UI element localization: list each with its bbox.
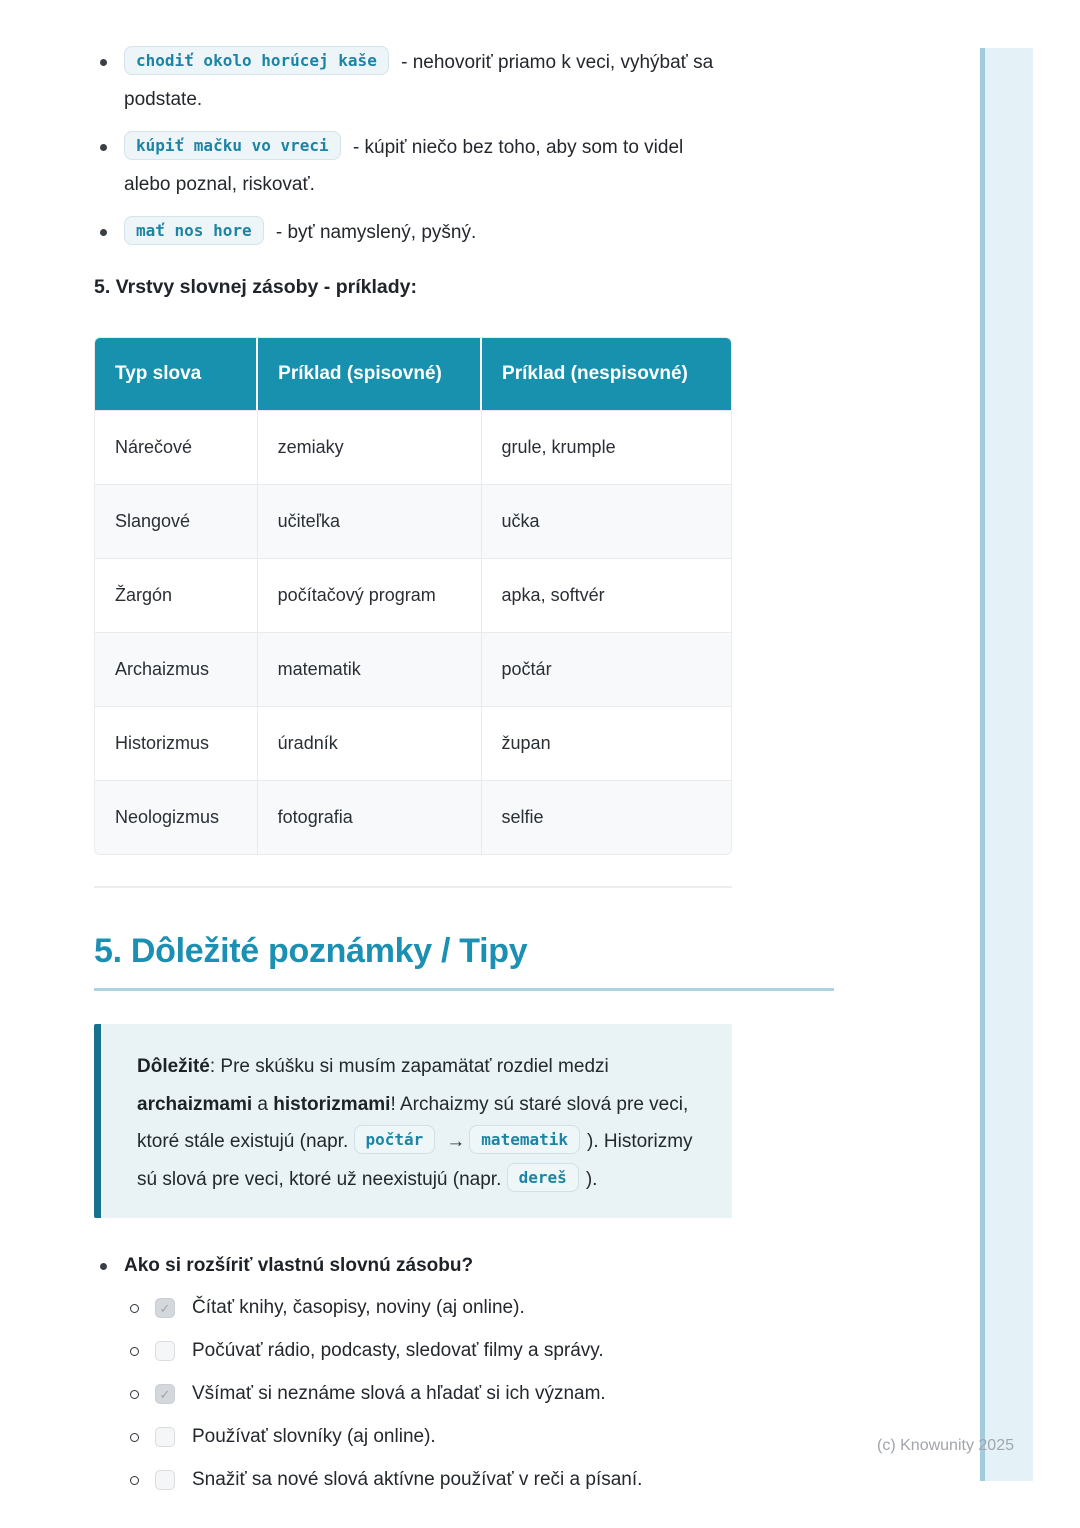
checklist-item <box>130 1468 732 1492</box>
column-header: Typ slova <box>95 338 257 411</box>
section-divider <box>94 886 732 888</box>
callout-bold: archaizmami <box>137 1093 253 1115</box>
table-header-row <box>95 338 731 411</box>
tips-checklist <box>94 1296 732 1492</box>
callout-text <box>137 1048 704 1198</box>
table-cell: Nárečové <box>95 411 257 485</box>
checklist-item <box>130 1425 732 1449</box>
circle-bullet-icon <box>130 1390 139 1399</box>
table-row <box>95 707 731 781</box>
vocab-layers-table <box>94 337 732 855</box>
table-cell: Historizmus <box>95 707 257 781</box>
checklist-label: Všímať si neznáme slová a hľadať si ich význam. <box>192 1383 606 1404</box>
important-callout <box>94 1024 732 1218</box>
table-cell: učka <box>481 485 731 559</box>
table-row <box>95 559 731 633</box>
term-code-chip: dereš <box>507 1163 579 1192</box>
callout-bold: historizmami <box>273 1093 391 1115</box>
checklist-label: Počúvať rádio, podcasty, sledovať filmy a správy. <box>192 1340 604 1361</box>
column-header: Príklad (nespisovné) <box>481 338 731 411</box>
subsection-heading: 5. Vrstvy slovnej zásoby - príklady: <box>94 276 417 298</box>
list-item <box>94 129 732 203</box>
checklist-label: Používať slovníky (aj online). <box>192 1426 436 1447</box>
bullet-icon <box>100 1263 107 1270</box>
term-code-chip: matematik <box>469 1125 580 1154</box>
table-cell: Archaizmus <box>95 633 257 707</box>
checkbox[interactable] <box>155 1427 175 1447</box>
checklist-item <box>130 1339 732 1363</box>
list-item <box>94 214 732 251</box>
bullet-icon <box>100 229 107 236</box>
table-cell: fotografia <box>257 781 481 855</box>
list-item <box>94 44 732 118</box>
circle-bullet-icon <box>130 1304 139 1313</box>
page-edge-strip <box>980 48 1033 1481</box>
circle-bullet-icon <box>130 1476 139 1485</box>
checkbox[interactable] <box>155 1341 175 1361</box>
tips-question-label: Ako si rozšíriť vlastnú slovnú zásobu? <box>124 1255 474 1276</box>
table-cell: Neologizmus <box>95 781 257 855</box>
idiom-definition: - kúpiť niečo bez toho, aby som to videl alebo poznal, riskovať. <box>124 137 684 195</box>
table-cell: matematik <box>257 633 481 707</box>
copyright-attribution: (c) Knowunity 2025 <box>877 1437 1014 1454</box>
circle-bullet-icon <box>130 1347 139 1356</box>
table-cell: selfie <box>481 781 731 855</box>
table-cell: grule, krumple <box>481 411 731 485</box>
bullet-icon <box>100 59 107 66</box>
idiom-list <box>94 44 732 251</box>
check-icon <box>160 1431 171 1444</box>
circle-bullet-icon <box>130 1433 139 1442</box>
checkbox[interactable] <box>155 1470 175 1490</box>
arrow-right-icon: → <box>446 1131 466 1152</box>
idiom-code-chip: mať nos hore <box>124 216 264 245</box>
table-cell: župan <box>481 707 731 781</box>
table-cell: učiteľka <box>257 485 481 559</box>
callout-segment: ). Historizmy sú slová pre veci, ktoré už neexistujú (napr. <box>137 1131 693 1190</box>
table-row <box>95 485 731 559</box>
callout-bold: Dôležité <box>137 1056 210 1077</box>
check-icon <box>160 1474 171 1487</box>
table-cell: počítačový program <box>257 559 481 633</box>
checklist-label: Snažiť sa nové slová aktívne používať v reči a písaní. <box>192 1469 643 1490</box>
idiom-definition: - nehovoriť priamo k veci, vyhýbať sa podstate. <box>124 52 714 110</box>
table-cell: Slangové <box>95 485 257 559</box>
table-cell: Žargón <box>95 559 257 633</box>
tips-question <box>94 1253 732 1279</box>
check-icon: ✓ <box>159 1386 171 1402</box>
checklist-label: Čítať knihy, časopisy, noviny (aj online). <box>192 1297 525 1318</box>
term-code-chip: počtár <box>354 1125 436 1154</box>
callout-segment: : Pre skúšku si musím zapamätať rozdiel medzi <box>209 1056 609 1077</box>
checkbox[interactable] <box>155 1384 175 1404</box>
checklist-item <box>130 1296 732 1320</box>
bullet-icon <box>100 144 107 151</box>
section-title: 5. Dôležité poznámky / Tipy <box>94 932 528 970</box>
table-row <box>95 781 731 855</box>
callout-segment: a <box>252 1093 274 1115</box>
idiom-code-chip: kúpiť mačku vo vreci <box>124 131 341 160</box>
section-title-underline <box>94 988 834 991</box>
table-row <box>95 411 731 485</box>
table-cell: počtár <box>481 633 731 707</box>
callout-segment: ! Archaizmy sú staré slová pre veci, ktoré stále existujú (napr. <box>137 1093 689 1152</box>
column-header: Príklad (spisovné) <box>257 338 481 411</box>
table-cell: úradník <box>257 707 481 781</box>
check-icon: ✓ <box>159 1300 171 1316</box>
checkbox[interactable] <box>155 1298 175 1318</box>
callout-segment: ). <box>585 1168 598 1190</box>
idiom-code-chip: chodiť okolo horúcej kaše <box>124 46 389 75</box>
checklist-item <box>130 1382 732 1406</box>
table-row <box>95 633 731 707</box>
table-cell: zemiaky <box>257 411 481 485</box>
idiom-definition: - byť namyslený, pyšný. <box>275 222 477 243</box>
check-icon <box>160 1345 171 1358</box>
table-cell: apka, softvér <box>481 559 731 633</box>
